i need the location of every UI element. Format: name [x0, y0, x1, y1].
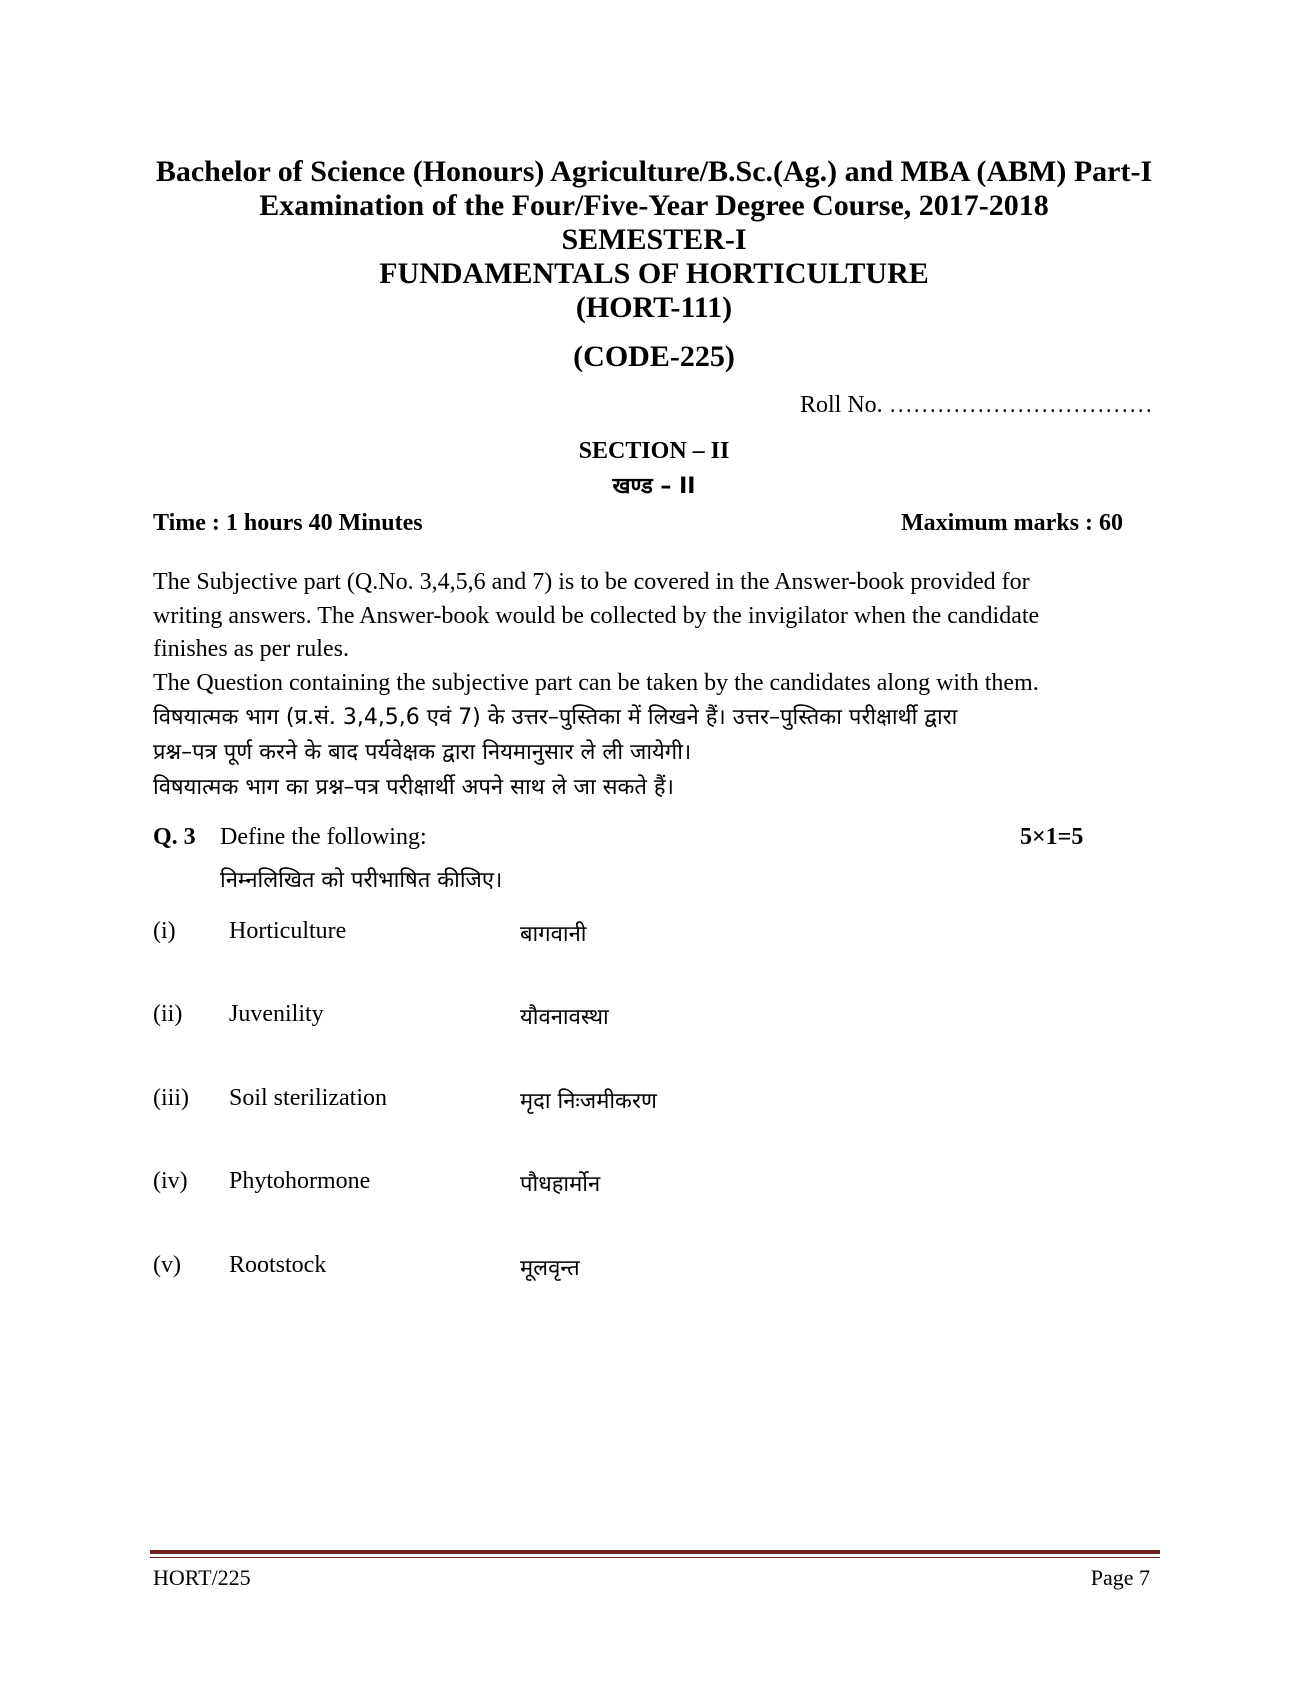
- item-term-hi: बागवानी: [520, 922, 587, 947]
- section-title-en: SECTION – II: [578, 438, 730, 464]
- item-number: (v): [153, 1252, 181, 1278]
- instruction-line: writing answers. The Answer-book would be collected by the invigilator when the candidate: [153, 602, 1040, 629]
- subject-title: FUNDAMENTALS OF HORTICULTURE: [379, 257, 929, 290]
- question-text: Define the following:: [220, 824, 427, 850]
- instruction-line-hi: प्रश्न–पत्र पूर्ण करने के बाद पर्यवेक्षक द्वारा नियमानुसार ले ली जायेगी।: [153, 740, 692, 765]
- item-term-en: Soil sterilization: [229, 1085, 387, 1111]
- time-label: Time : 1 hours 40 Minutes: [153, 510, 423, 536]
- instruction-line-hi: विषयात्मक भाग का प्रश्न–पत्र परीक्षार्थी अपने साथ ले जा सकते हैं।: [153, 775, 674, 800]
- item-term-hi: मृदा निःजमीकरण: [520, 1089, 657, 1114]
- header-line-1: Bachelor of Science (Honours) Agriculture/B.Sc.(Ag.) and MBA (ABM) Part-I: [155, 155, 1153, 188]
- instruction-line: The Question containing the subjective part can be taken by the candidates along with them.: [153, 669, 1039, 696]
- item-term-en: Horticulture: [229, 918, 347, 944]
- instructions-en: [153, 566, 1173, 700]
- question-number: Q. 3: [153, 824, 196, 850]
- question-marks: 5×1=5: [1020, 824, 1084, 850]
- instruction-line: The Subjective part (Q.No. 3,4,5,6 and 7) is to be covered in the Answer-book provided for: [153, 569, 1030, 595]
- code-title: (CODE-225): [573, 340, 735, 373]
- item-term-en: Rootstock: [229, 1252, 327, 1278]
- footer-code: HORT/225: [153, 1565, 251, 1590]
- item-term-hi: पौधहार्मोन: [520, 1172, 601, 1197]
- item-number: (iv): [153, 1168, 188, 1194]
- roll-no-label: Roll No.: [800, 392, 883, 418]
- item-term-hi: यौवनावस्था: [520, 1005, 609, 1030]
- instruction-line-hi: विषयात्मक भाग (प्र.सं. 3,4,5,6 एवं 7) के उत्तर–पुस्तिका में लिखने हैं। उत्तर–पुस्तिका परीक्षार्थी द्वारा: [153, 705, 958, 730]
- instruction-line: finishes as per rules.: [153, 636, 349, 662]
- question-text-hi: निम्नलिखित को परीभाषित कीजिए।: [220, 868, 503, 893]
- item-term-hi: मूलवृन्त: [520, 1256, 580, 1281]
- roll-no-dots: ……………………………: [888, 392, 1153, 418]
- course-title: (HORT-111): [575, 291, 733, 324]
- roll-no: [800, 392, 1153, 419]
- footer-rule-thin: [150, 1557, 1160, 1558]
- page-number: Page 7: [1090, 1565, 1150, 1590]
- item-number: (iii): [153, 1085, 189, 1111]
- semester-title: SEMESTER-I: [561, 223, 747, 256]
- item-term-en: Phytohormone: [229, 1168, 371, 1194]
- footer-rule-thick: [150, 1550, 1160, 1554]
- header-line-2: Examination of the Four/Five-Year Degree Course, 2017-2018: [259, 189, 1049, 222]
- item-number: (i): [153, 918, 176, 944]
- instructions-hi: [153, 700, 1173, 805]
- section-title-hi: खण्ड – II: [612, 474, 696, 499]
- max-marks-label: Maximum marks : 60: [901, 510, 1123, 536]
- item-term-en: Juvenility: [229, 1001, 324, 1027]
- item-number: (ii): [153, 1001, 183, 1027]
